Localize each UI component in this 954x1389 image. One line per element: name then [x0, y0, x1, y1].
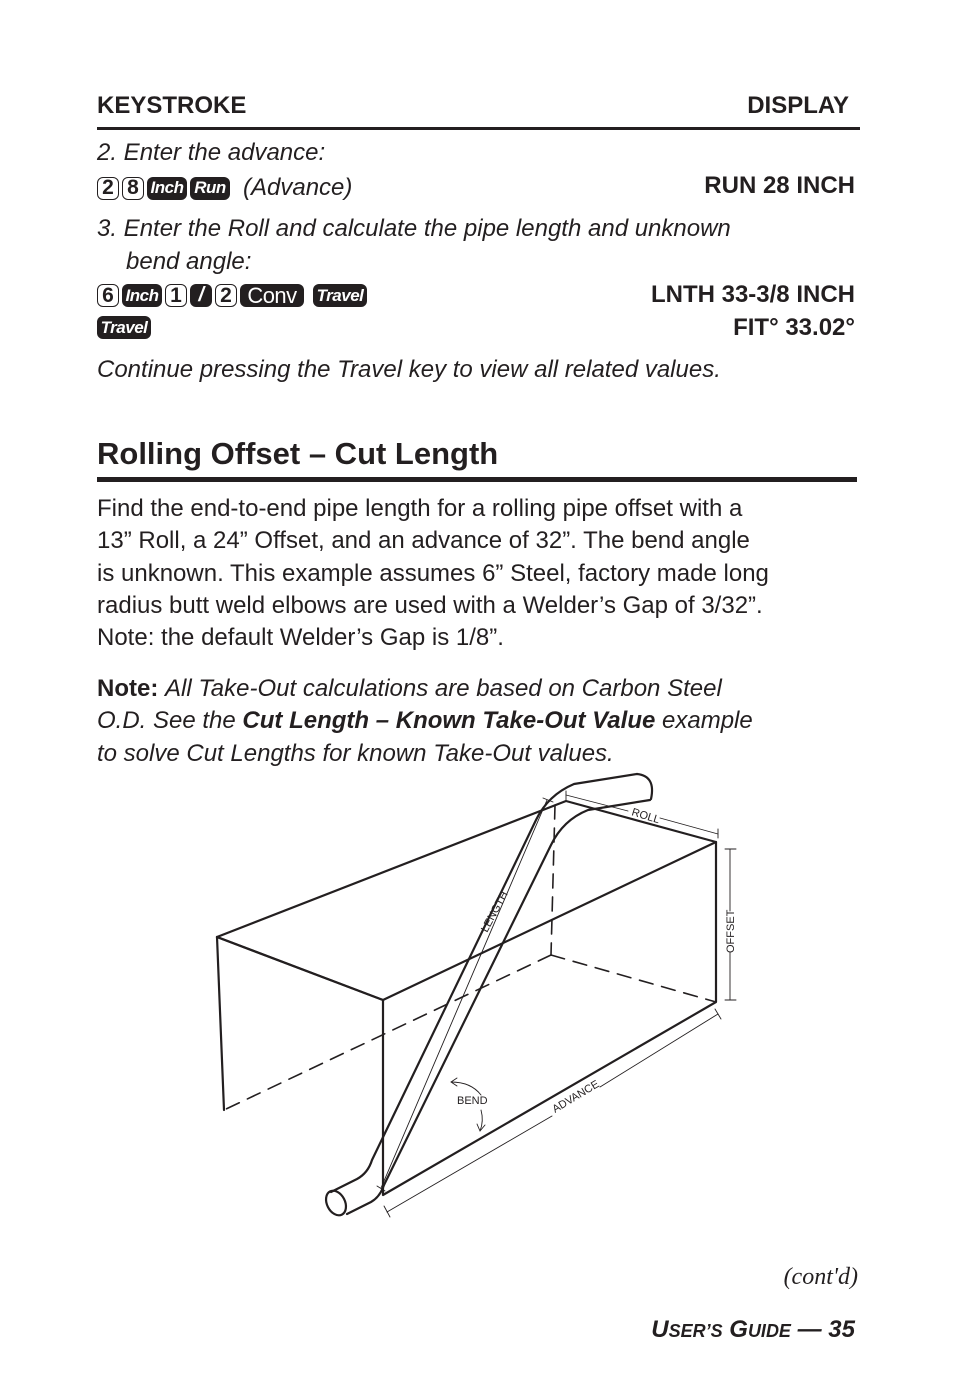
step-3-label-line1: 3. Enter the Roll and calculate the pipe length and unknown — [97, 215, 731, 242]
note-text: All Take-Out calculations are based on Carbon Steel — [165, 675, 722, 702]
step-3-display-fit: FIT° 33.02° — [733, 314, 855, 341]
key-travel: Travel — [97, 316, 151, 339]
body-line: Find the end-to-end pipe length for a rolling pipe offset with a — [97, 495, 743, 522]
advance-label: ADVANCE — [550, 1078, 602, 1116]
display-column-header: DISPLAY — [747, 92, 849, 119]
note-text: O.D. See the — [97, 707, 236, 735]
step-2-display: RUN 28 INCH — [704, 172, 855, 199]
body-line: is unknown. This example assumes 6” Steel, factory made long — [97, 559, 769, 587]
continued-marker: (cont'd) — [783, 1264, 858, 1290]
roll-label: ROLL — [630, 806, 662, 827]
body-line: Note: the default Welder’s Gap is 1/8”. — [97, 624, 504, 652]
box-outline — [217, 801, 716, 1195]
body-line: radius butt weld elbows are used with a Welder’s Gap of 3/32”. — [97, 591, 763, 619]
key-1: 1 — [165, 284, 187, 307]
key-2: 2 — [97, 177, 119, 200]
page-footer: USER’S GUIDE — 35 — [651, 1316, 855, 1343]
note-bold-ref: Cut Length – Known Take-Out Value — [242, 707, 656, 735]
key-inch: Inch — [122, 284, 162, 307]
step-3-label-line2: bend angle: — [126, 248, 252, 275]
bend-label: BEND — [457, 1095, 488, 1107]
key-inch: Inch — [147, 177, 187, 200]
key-2: 2 — [215, 284, 237, 307]
key-conv: Conv — [240, 284, 304, 307]
note-text: to solve Cut Lengths for known Take-Out values. — [97, 739, 614, 767]
step-2-label: 2. Enter the advance: — [97, 139, 326, 166]
key-8: 8 — [122, 177, 144, 200]
dimension-lines — [377, 791, 736, 1217]
step-3-display-length: LNTH 33-3/8 INCH — [650, 281, 855, 308]
key-travel: Travel — [313, 284, 367, 307]
step-2-note: (Advance) — [243, 174, 353, 201]
keystroke-column-header: KEYSTROKE — [97, 92, 247, 119]
body-line: 13” Roll, a 24” Offset, and an advance of 32”. The bend angle — [97, 527, 750, 555]
note-text: example — [662, 707, 753, 735]
note-label: Note: — [97, 675, 159, 702]
offset-label: OFFSET — [725, 909, 737, 953]
key-6: 6 — [97, 284, 119, 307]
length-label: LENGTH — [479, 889, 511, 935]
continue-note: Continue pressing the Travel key to view all related values. — [97, 356, 721, 383]
key-run: Run — [190, 177, 230, 200]
section-title: Rolling Offset – Cut Length — [97, 436, 499, 471]
key-fraction-bar: / — [190, 284, 212, 307]
